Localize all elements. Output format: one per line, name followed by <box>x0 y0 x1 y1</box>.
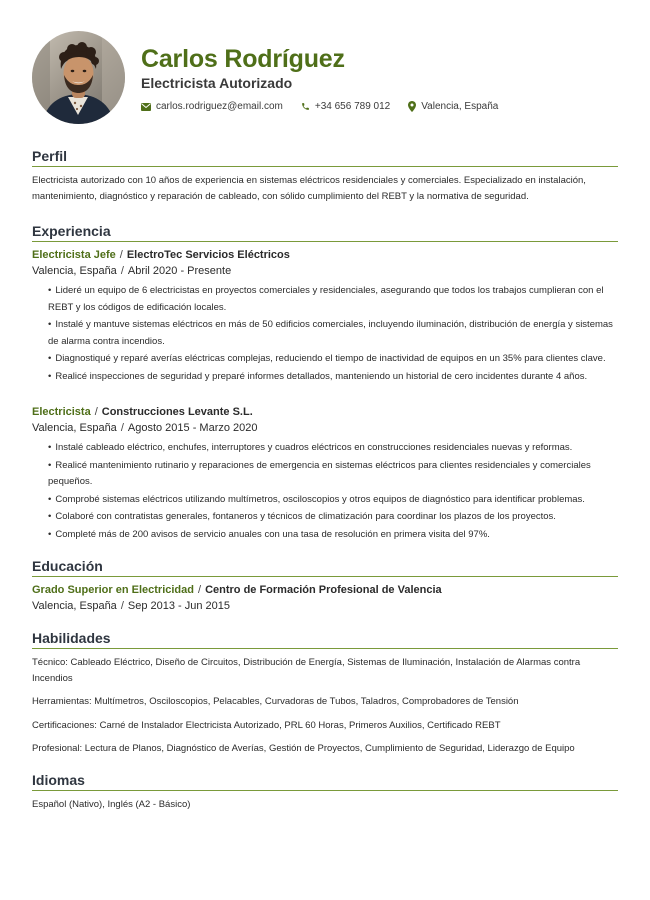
experience-section <box>32 222 618 543</box>
job-company: ElectroTec Servicios Eléctricos <box>126 249 290 261</box>
skill-line: Técnico: Cableado Eléctrico, Diseño de Circuitos, Distribución de Energía, Sistemas de Iluminación, Instalación de Alarmas contra Incendios <box>32 657 581 684</box>
job-entry <box>32 248 618 385</box>
separator: / <box>120 422 124 434</box>
job-dates: Agosto 2015 - Marzo 2020 <box>127 422 258 434</box>
education-section <box>32 557 618 614</box>
contact-location <box>408 101 498 112</box>
job-bullet: • Lideré un equipo de 6 electricistas en proyectos comerciales y residenciales, asegurando que todos los trabajos cumplieran con el REBT y los códigos de edificación locales. <box>48 283 618 316</box>
section-title-languages: Idiomas <box>32 771 618 791</box>
job-location: Valencia, España <box>32 422 117 434</box>
location-text: Valencia, España <box>421 101 499 112</box>
job-bullet: • Colaboré con contratistas generales, fontaneros y técnicos de climatización para coordinar los plazos de los proyectos. <box>48 509 618 526</box>
job-meta <box>32 264 618 279</box>
location-pin-icon <box>408 101 416 112</box>
separator: / <box>94 406 98 418</box>
resume-header <box>32 30 618 125</box>
job-location: Valencia, España <box>32 265 117 277</box>
education-heading <box>32 583 618 598</box>
job-bullets <box>32 440 618 543</box>
education-school: Centro de Formación Profesional de Valencia <box>205 584 442 596</box>
skill-line: Profesional: Lectura de Planos, Diagnóstico de Averías, Gestión de Proyectos, Cumplimiento de Seguridad, Liderazgo de Equipo <box>32 743 575 754</box>
job-entry <box>32 405 618 543</box>
job-bullets <box>32 283 618 385</box>
job-bullet: • Diagnostiqué y reparé averías eléctricas complejas, reduciendo el tiempo de inactividad de equipos en un 35% para clientes clave. <box>48 351 618 368</box>
candidate-name: Carlos Rodríguez <box>141 45 345 73</box>
section-title-education: Educación <box>32 557 618 577</box>
job-heading <box>32 405 618 420</box>
languages-text: Español (Nativo), Inglés (A2 - Básico) <box>32 798 191 810</box>
profile-summary: Electricista autorizado con 10 años de experiencia en sistemas eléctricos residenciales y comerciales. Especializado en instalación, mantenimiento, diagnóstico y reparación de cableado, con sólido cumplimiento del REBT y la normativa de seguridad. <box>32 175 586 202</box>
header-text <box>141 43 516 112</box>
job-bullet: • Completé más de 200 avisos de servicio anuales con una tasa de resolución en primera visita del 97%. <box>48 527 618 544</box>
education-degree: Grado Superior en Electricidad <box>32 584 194 596</box>
email-text: carlos.rodriguez@email.com <box>156 101 283 112</box>
job-bullet: • Realicé mantenimiento rutinario y reparaciones de emergencia en sistemas eléctricos para clientes residenciales y comerciales pequeños. <box>48 458 618 491</box>
job-bullet: • Realicé inspecciones de seguridad y preparé informes detallados, manteniendo un historial de cero incidentes durante 4 años. <box>48 369 618 386</box>
profile-section <box>32 147 618 205</box>
email-icon <box>141 103 151 111</box>
phone-icon <box>301 102 310 111</box>
job-company: Construcciones Levante S.L. <box>101 406 253 418</box>
section-title-profile: Perfil <box>32 147 618 167</box>
phone-text: +34 656 789 012 <box>314 101 391 112</box>
skills-section <box>32 629 618 757</box>
contact-bar <box>141 101 516 112</box>
education-location: Valencia, España <box>32 600 117 612</box>
job-bullet: • Instalé y mantuve sistemas eléctricos en más de 50 edificios comerciales, incluyendo iluminación, distribución de energía y sistemas de alarma contra incendios. <box>48 317 618 350</box>
education-dates: Sep 2013 - Jun 2015 <box>127 600 231 612</box>
job-role: Electricista Jefe <box>32 249 116 261</box>
separator: / <box>120 600 124 612</box>
separator: / <box>198 584 202 596</box>
job-role: Electricista <box>32 406 91 418</box>
separator: / <box>120 265 124 277</box>
separator: / <box>119 249 123 261</box>
languages-section <box>32 771 618 812</box>
skill-line: Certificaciones: Carné de Instalador Electricista Autorizado, PRL 60 Horas, Primeros Auxilios, Certificado REBT <box>32 719 501 731</box>
job-meta <box>32 421 618 436</box>
contact-phone[interactable] <box>301 101 390 112</box>
section-title-skills: Habilidades <box>32 629 618 649</box>
skill-line: Herramientas: Multímetros, Osciloscopios, Pelacables, Curvadoras de Tubos, Taladros, Comprobadores de Tensión <box>32 696 519 707</box>
education-meta <box>32 599 618 614</box>
avatar-photo <box>32 31 125 124</box>
job-heading <box>32 248 618 263</box>
section-title-experience: Experiencia <box>32 222 618 242</box>
contact-email[interactable] <box>141 101 283 112</box>
job-bullet: • Comprobé sistemas eléctricos utilizando multímetros, osciloscopios y otros equipos de diagnóstico para identificar problemas. <box>48 492 618 509</box>
candidate-title: Electricista Autorizado <box>141 75 293 91</box>
job-bullet: • Instalé cableado eléctrico, enchufes, interruptores y cuadros eléctricos en construcciones residenciales nuevas y reformas. <box>48 440 618 457</box>
job-dates: Abril 2020 - Presente <box>127 265 232 277</box>
